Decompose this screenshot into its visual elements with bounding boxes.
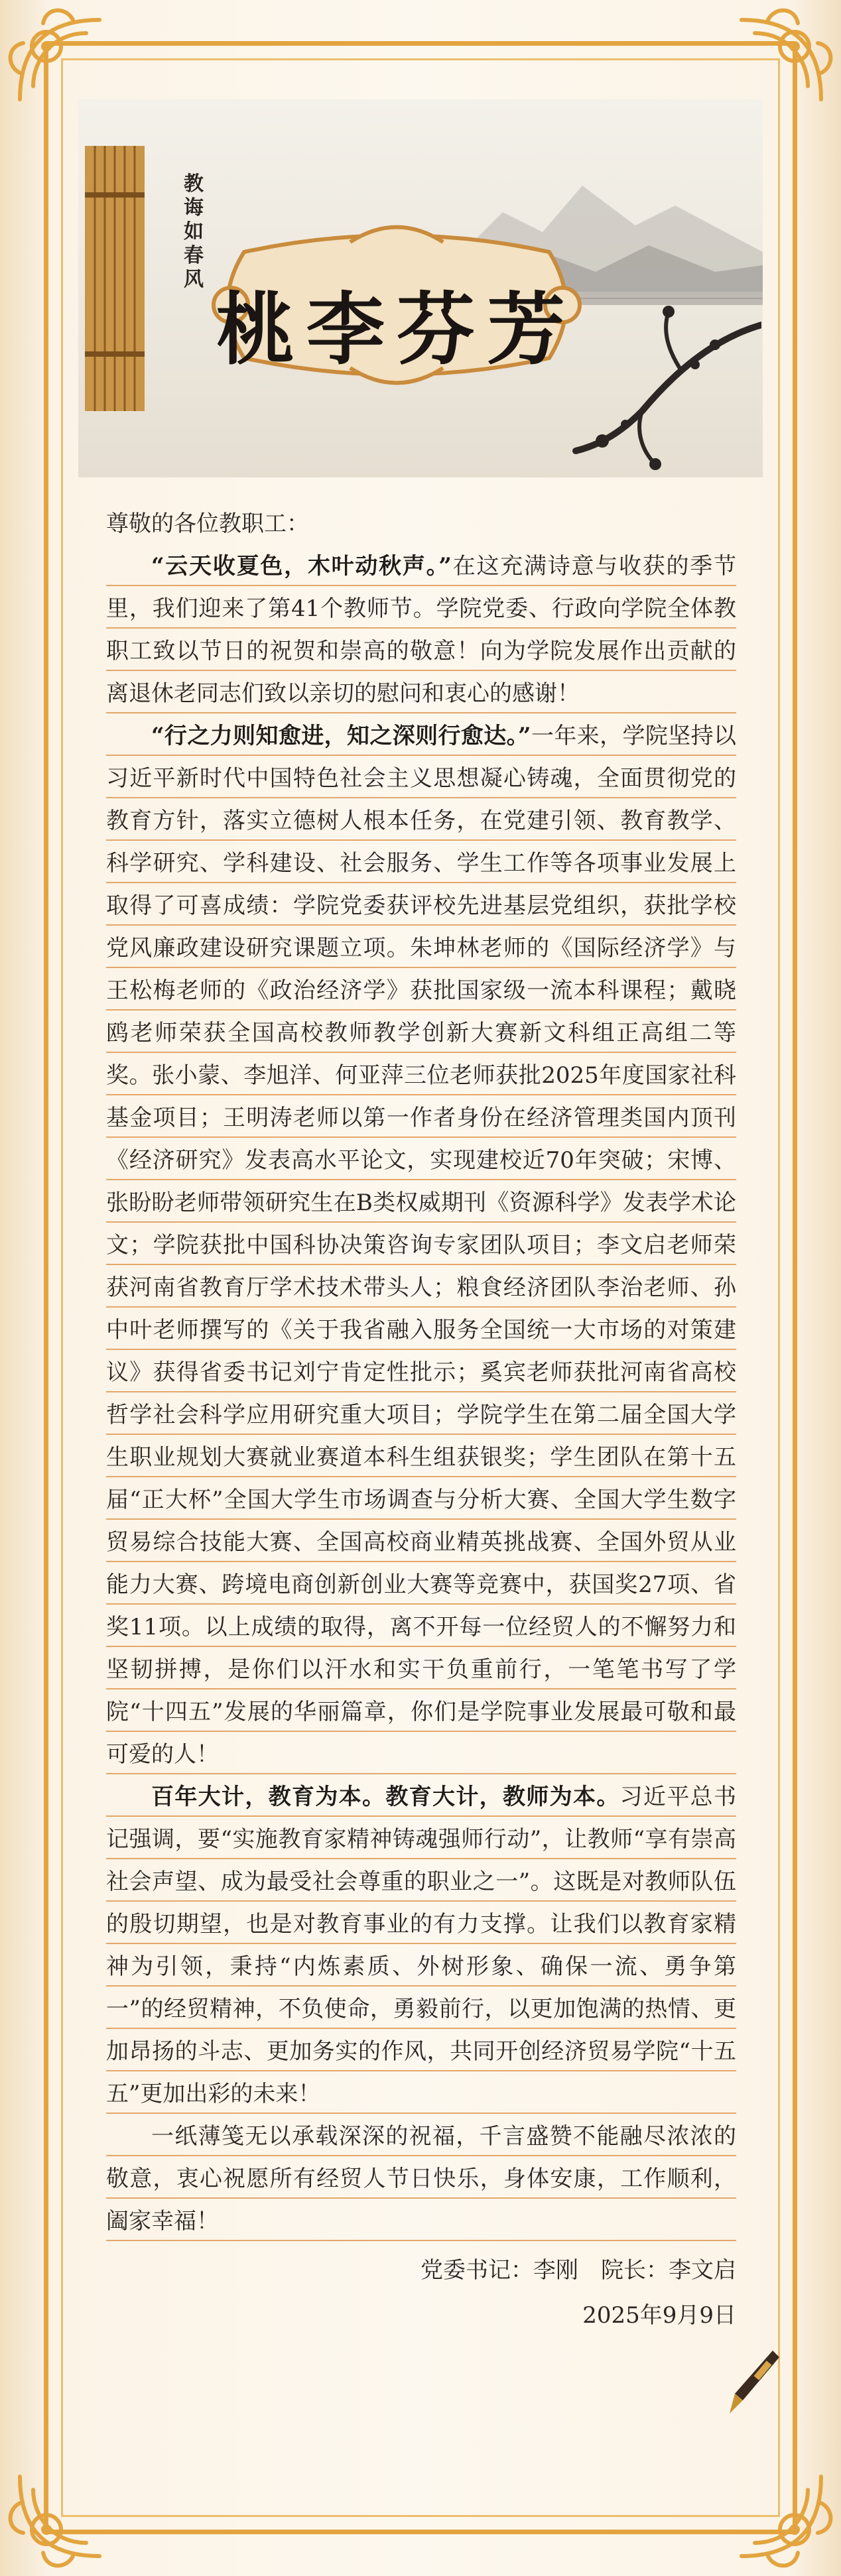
motto-char: 风	[184, 268, 204, 291]
signature-line: 党委书记：李刚 院长：李文启	[420, 2257, 736, 2284]
bamboo-scroll-icon	[78, 139, 151, 418]
letter-date: 2025年9月9日	[582, 2302, 736, 2329]
page-title: 桃李芬芳	[216, 283, 577, 375]
motto-char: 教	[184, 172, 204, 196]
paragraph-lead: “行之力则知愈进，知之深则行愈达。”	[151, 723, 531, 749]
floral-corner-icon	[728, 7, 834, 113]
motto-char: 诲	[184, 196, 204, 219]
paragraph-text: 在这充满诗意与收获的季节里，我们迎来了第41个教师节。学院党委、行政向学院全体教职工致以节日的祝贺和崇高的敬意！向为学院发展作出贡献的离退休老同志们致以亲切的慰问和衷心的感谢！	[106, 553, 736, 707]
fountain-pen-icon	[723, 2347, 783, 2420]
greeting: 尊敬的各位教职工：	[106, 511, 309, 537]
paragraph-lead: 百年大计，教育为本。教育大计，教师为本。	[151, 1784, 620, 1810]
motto-char: 春	[184, 244, 204, 267]
floral-corner-icon	[7, 2463, 113, 2569]
paragraph-text: 一纸薄笺无以承载深深的祝福，千言盛赞不能融尽浓浓的敬意，衷心祝愿所有经贸人节日快乐，身体安康，工作顺利，阖家幸福！	[106, 2123, 736, 2235]
floral-corner-icon	[7, 7, 113, 113]
paragraph-lead: “云天收夏色，木叶动秋声。”	[151, 553, 452, 580]
plum-branch-icon	[562, 298, 761, 471]
motto-char: 如	[184, 220, 204, 243]
title-plaque	[198, 206, 596, 404]
paragraph	[106, 2115, 736, 2242]
paragraph-text: 习近平总书记强调，要“实施教育家精神铸魂强师行动”，让教师“享有崇高社会声望、成为最受社会尊重的职业之一”。这既是对教师队伍的殷切期望，也是对教育事业的有力支撑。让我们以教育家精神为引领，秉持“内炼素质、外树形象、确保一流、勇争第一”的经贸精神，不负使命，勇毅前行，以更加饱满的热情、更加昂扬的斗志、更加务实的作风，共同开创经济贸易学院“十五五”更加出彩的未来！	[106, 1784, 737, 2107]
letter-body	[106, 503, 736, 2337]
paragraph	[106, 715, 736, 1776]
paragraph	[106, 545, 736, 715]
paragraph-text: 一年来，学院坚持以习近平新时代中国特色社会主义思想凝心铸魂，全面贯彻党的教育方针，落实立德树人根本任务，在党建引领、教育教学、科学研究、学科建设、社会服务、学生工作等各项事业发展上取得了可喜成绩：学院党委获评校先进基层党组织，获批学校党风廉政建设研究课题立项。朱坤林老师的《国际经济学》与王松梅老师的《政治经济学》获批国家级一流本科课程；戴晓鸥老师荣获全国高校教师教学创新大赛新文科组正高组二等奖。张小蒙、李旭洋、何亚萍三位老师获批2025年度国家社科基金项目；王明涛老师以第一作者身份在经济管理类国内顶刊《经济研究》发表高水平论文，实现建校近70年突破；宋博、张盼盼老师带领研究生在B类权威期刊《资源科学》发表学术论文；学院获批中国科协决策咨询专家团队项目；李文启老师荣获河南省教育厅学术技术带头人；粮食经济团队李治老师、孙中叶老师撰写的《关于我省融入服务全国统一大市场的对策建议》获得省委书记刘宁肯定性批示；奚宾老师获批河南省高校哲学社会科学应用研究重大项目；学院学生在第二届全国大学生职业规划大赛就业赛道本科生组获银奖；学生团队在第十五届“正大杯”全国大学生市场调查与分析大赛、全国大学生数字贸易综合技能大赛、全国高校商业精英挑战赛、全国外贸从业能力大赛、跨境电商创新创业大赛等竞赛中，获国奖27项、省奖11项。以上成绩的取得，离不开每一位经贸人的不懈努力和坚韧拼搏，是你们以汗水和实干负重前行，一笔笔书写了学院“十四五”发展的华丽篇章，你们是学院事业发展最可敬和最可爱的人！	[106, 723, 736, 1768]
paragraph	[106, 1776, 736, 2115]
header-banner	[78, 99, 763, 477]
floral-corner-icon	[728, 2463, 834, 2569]
